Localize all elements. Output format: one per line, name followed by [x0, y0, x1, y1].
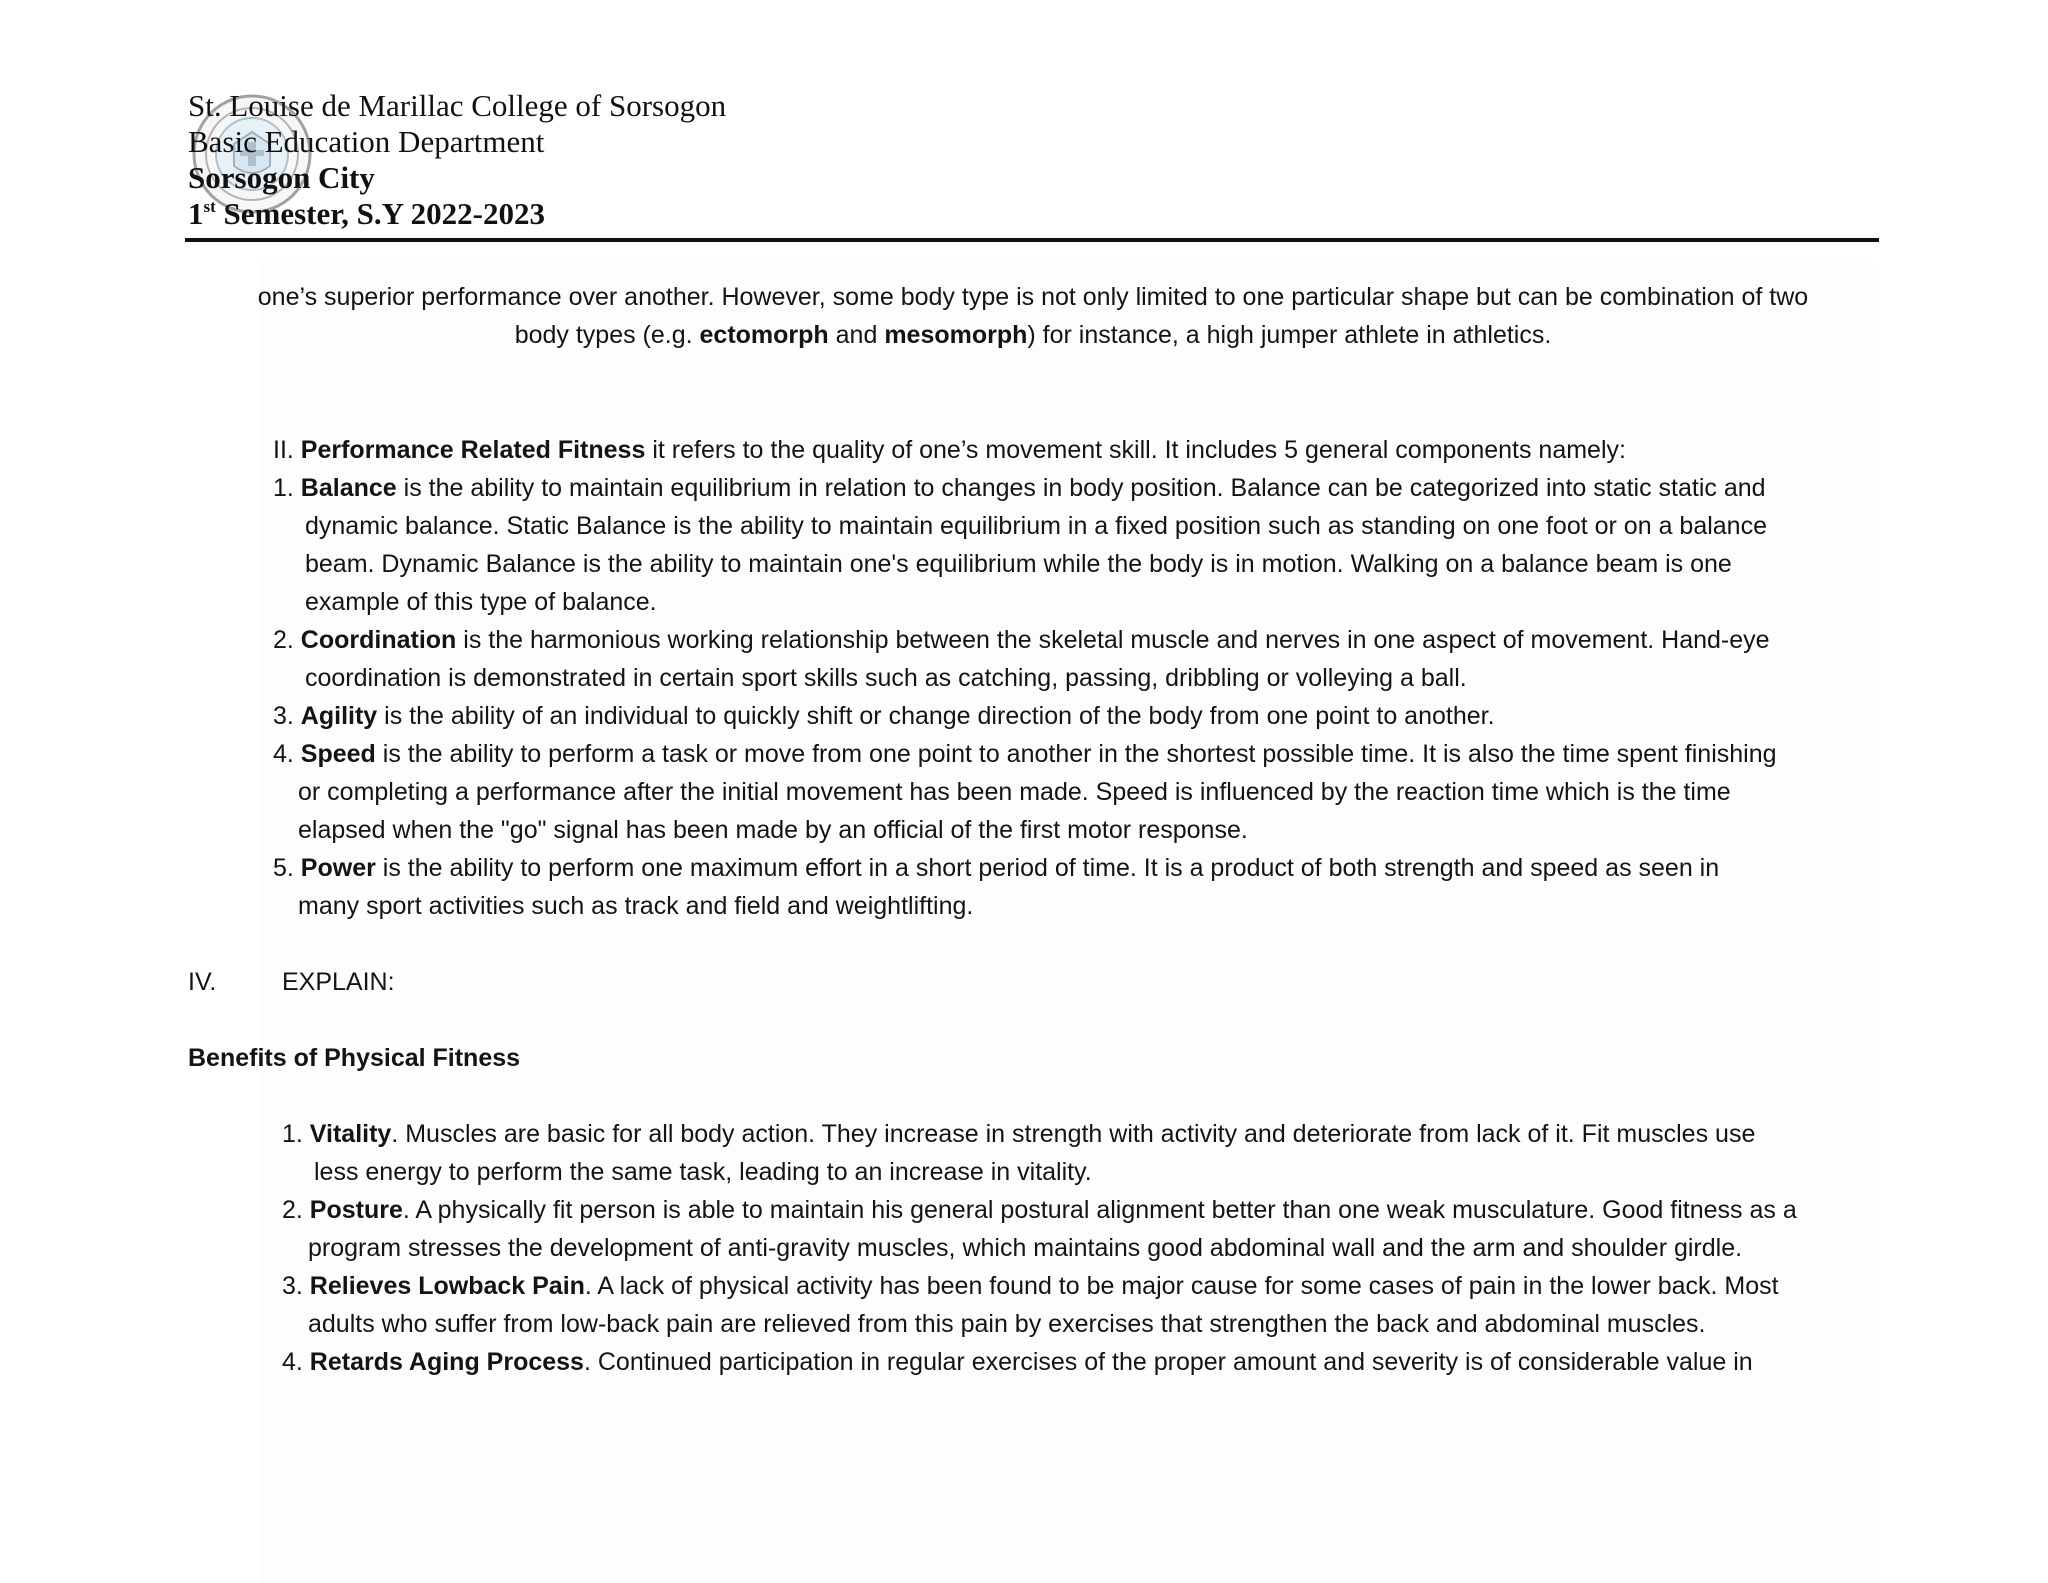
section-iv-label: EXPLAIN:	[282, 968, 395, 996]
list-item-balance: 1. Balance is the ability to maintain equilibrium in relation to changes in body position. Balance can be categorized into static static and	[273, 474, 1766, 502]
benefit-item-vitality: 1. Vitality. Muscles are basic for all body action. They increase in strength with activity and deteriorate from lack of it. Fit muscles use	[282, 1120, 1756, 1148]
department-name: Basic Education Department	[188, 124, 545, 159]
header-divider	[185, 238, 1879, 242]
section-iv-number: IV.	[188, 968, 217, 996]
list-item-coordination: 2. Coordination is the harmonious working relationship between the skeletal muscle and nerves in one aspect of movement. Hand-eye	[273, 626, 1770, 654]
list-item-line: beam. Dynamic Balance is the ability to maintain one's equilibrium while the body is in motion. Walking on a balance beam is one	[305, 550, 1732, 578]
list-item-line: dynamic balance. Static Balance is the ability to maintain equilibrium in a fixed position such as standing on one foot or on a balance	[305, 512, 1767, 540]
list-item-speed: 4. Speed is the ability to perform a task or move from one point to another in the shortest possible time. It is also the time spent finishing	[273, 740, 1777, 768]
list-item-agility: 3. Agility is the ability of an individual to quickly shift or change direction of the body from one point to another.	[273, 702, 1495, 730]
intro-line-2: body types (e.g. ectomorph and mesomorph) for instance, a high jumper athlete in athletics.	[514, 321, 1552, 349]
benefit-item-lowback: 3. Relieves Lowback Pain. A lack of physical activity has been found to be major cause for some cases of pain in the lower back. Most	[282, 1272, 1779, 1300]
list-item-line: adults who suffer from low-back pain are relieved from this pain by exercises that strengthen the back and abdominal muscles.	[308, 1310, 1706, 1338]
list-item-line: less energy to perform the same task, leading to an increase in vitality.	[314, 1158, 1092, 1186]
list-item-line: or completing a performance after the initial movement has been made. Speed is influenced by the reaction time which is the time	[298, 778, 1731, 806]
list-item-line: elapsed when the "go" signal has been made by an official of the first motor response.	[298, 816, 1248, 844]
document-header	[188, 88, 1878, 232]
list-item-line: program stresses the development of anti-gravity muscles, which maintains good abdominal wall and the arm and shoulder girdle.	[308, 1234, 1743, 1262]
benefit-item-aging: 4. Retards Aging Process. Continued participation in regular exercises of the proper amount and severity is of considerable value in	[282, 1348, 1753, 1376]
list-item-line: example of this type of balance.	[305, 588, 657, 616]
school-name: St. Louise de Marillac College of Sorsogon	[188, 88, 727, 123]
semester-line: 1st Semester, S.Y 2022-2023	[188, 196, 545, 231]
benefits-heading: Benefits of Physical Fitness	[188, 1044, 521, 1072]
list-item-power: 5. Power is the ability to perform one maximum effort in a short period of time. It is a product of both strength and speed as seen in	[273, 854, 1720, 882]
list-item-line: many sport activities such as track and field and weightlifting.	[298, 892, 974, 920]
list-item-line: coordination is demonstrated in certain sport skills such as catching, passing, dribbling or volleying a ball.	[305, 664, 1467, 692]
city-name: Sorsogon City	[188, 160, 375, 195]
performance-heading: II. Performance Related Fitness it refers to the quality of one’s movement skill. It includes 5 general components namely:	[273, 436, 1626, 464]
intro-line-1: one’s superior performance over another. However, some body type is not only limited to one particular shape but can be combination of two	[257, 283, 1809, 311]
benefit-item-posture: 2. Posture. A physically fit person is able to maintain his general postural alignment better than one weak musculature. Good fitness as a	[282, 1196, 1797, 1224]
